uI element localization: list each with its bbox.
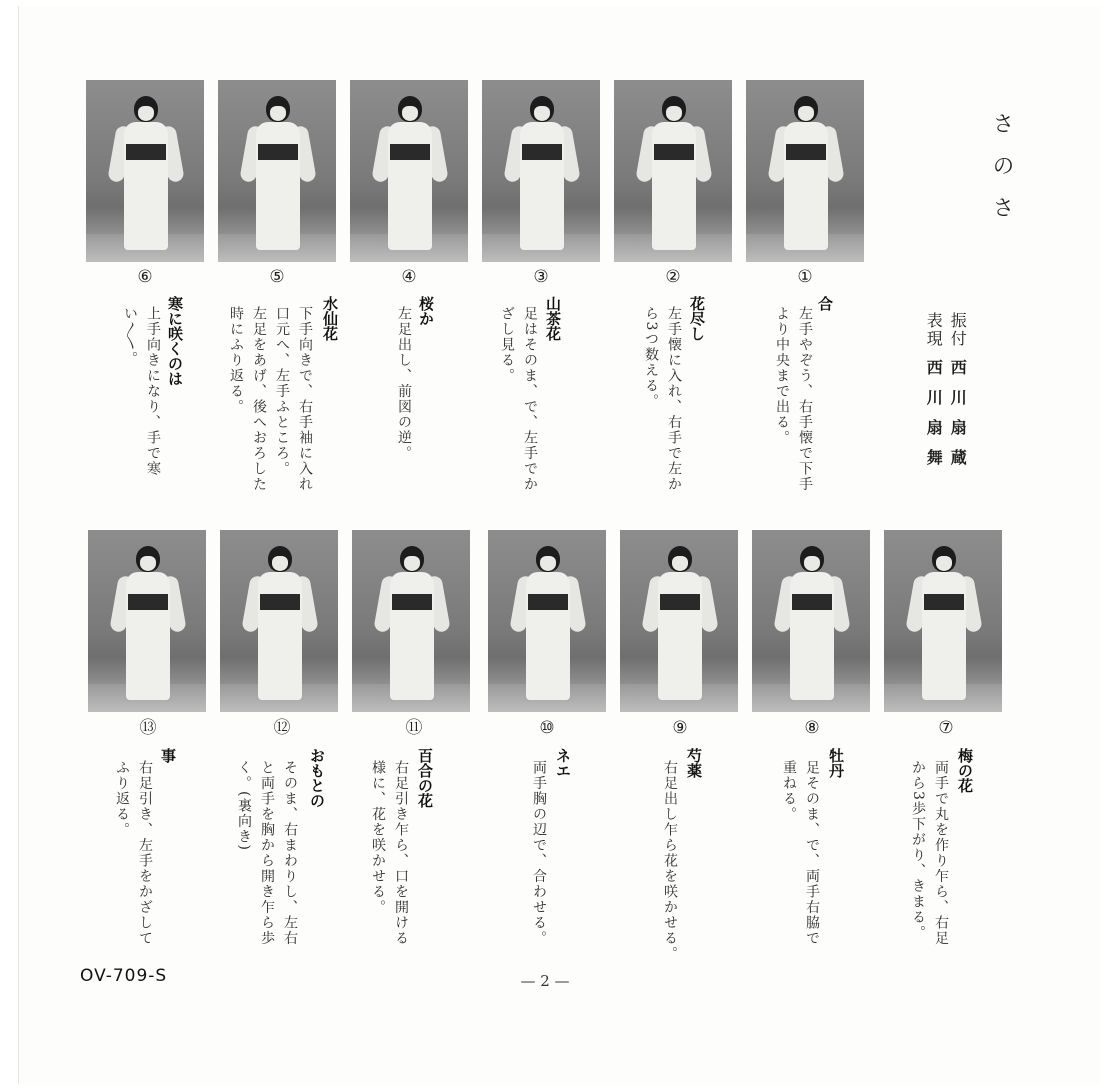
step-number-7: ⑦ (938, 718, 954, 738)
performer-credit (924, 312, 943, 479)
step-number-5: ⑤ (269, 267, 285, 287)
step-number-6: ⑥ (137, 267, 153, 287)
step-number-10: ⑩ (539, 718, 555, 738)
step-text-8: 足そのま、で、両手右脇で 重ねる。 (781, 760, 820, 946)
step-text-12: そのま、右まわりし、左右 と両手を胸から開き乍ら歩 く。(裏向き) (236, 760, 298, 946)
step-title-12: おもとの (308, 748, 326, 808)
step-title-9: 芍薬 (685, 748, 703, 778)
step-text-9: 右足出し乍ら花を咲かせる。 (662, 760, 678, 962)
dance-photo-8 (752, 530, 870, 712)
dance-photo-5 (218, 80, 336, 262)
step-title-13: 事 (159, 748, 177, 763)
step-title-6: 寒に咲くのは (166, 296, 184, 386)
step-title-8: 牡丹 (827, 748, 845, 778)
dance-photo-3 (482, 80, 600, 262)
catalog-number: OV-709-S (80, 966, 168, 986)
step-number-8: ⑧ (804, 718, 820, 738)
step-title-3: 山茶花 (544, 296, 562, 341)
dance-photo-12 (220, 530, 338, 712)
step-number-12: ⑫ (273, 718, 291, 738)
step-number-2: ② (665, 267, 681, 287)
page-number: — 2 — (520, 972, 570, 990)
step-title-11: 百合の花 (416, 748, 434, 808)
choreographer-name: 西川扇蔵 (948, 359, 968, 480)
step-text-10: 両手胸の辺で、合わせる。 (531, 760, 547, 946)
dance-photo-9 (620, 530, 738, 712)
step-number-13: ⑬ (139, 718, 157, 738)
choreographer-label: 振付 (948, 312, 968, 348)
step-title-10: ネエ (554, 748, 572, 778)
step-number-9: ⑨ (672, 718, 688, 738)
dance-photo-2 (614, 80, 732, 262)
step-text-2: 左手懐に入れ、右手で左か ら3つ数える。 (643, 306, 682, 492)
step-title-7: 梅の花 (956, 748, 974, 793)
dance-photo-11 (352, 530, 470, 712)
step-title-1: 合 (816, 296, 834, 311)
step-number-3: ③ (533, 267, 549, 287)
song-title: さのさ (989, 112, 1014, 238)
step-text-1: 左手やぞう、右手懐で下手 より中央まで出る。 (774, 306, 813, 492)
dance-photo-1 (746, 80, 864, 262)
step-text-5: 下手向きで、右手袖に入れ 口元へ、左手ふところ。 左足をあげ、後へおろした 時にふり返る。 (228, 306, 313, 492)
step-number-1: ① (797, 267, 813, 287)
step-title-4: 桜か (417, 296, 435, 326)
performer-name: 西川扇舞 (924, 359, 944, 480)
step-number-11: ⑪ (405, 718, 423, 738)
dance-photo-4 (350, 80, 468, 262)
dance-photo-6 (86, 80, 204, 262)
step-text-6: 上手向きになり、手で寒 い〳〵。 (122, 306, 161, 477)
choreographer-credit (948, 312, 967, 479)
dance-photo-13 (88, 530, 206, 712)
dance-photo-10 (488, 530, 606, 712)
dance-photo-7 (884, 530, 1002, 712)
step-number-4: ④ (401, 267, 417, 287)
step-title-5: 水仙花 (321, 296, 339, 341)
step-text-11: 右足引き乍ら、口を開ける 様に、花を咲かせる。 (370, 760, 409, 946)
step-text-13: 右足引き、左手をかざして ふり返る。 (114, 760, 153, 946)
step-text-7: 両手で丸を作り乍ら、右足 から3歩下がり、きまる。 (910, 760, 949, 946)
step-title-2: 花尽し (688, 296, 706, 341)
performer-label: 表現 (924, 312, 944, 348)
step-text-3: 足はそのま、で、左手でか ざし見る。 (499, 306, 538, 492)
step-text-4: 左足出し、前図の逆。 (396, 306, 412, 461)
